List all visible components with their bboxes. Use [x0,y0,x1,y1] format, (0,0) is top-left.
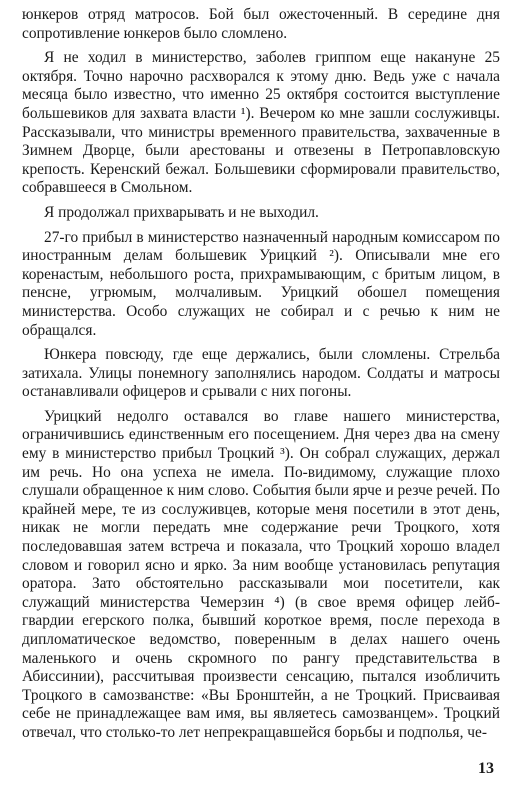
paragraph-5: Юнкера повсюду, где еще держались, были сломлены. Стрельба затихала. Улицы понемногу заполнялись народом. Солдаты и матросы останавливали офицеров и срывали с них погоны. [22,346,500,401]
page-text [22,6,500,749]
paragraph-4: 27-го прибыл в министерство назначенный народным комиссаром по иностранным делам большевик Урицкий ²). Описывали мне его коренастым, небольшого роста, прихрамывающим, с бритым лицом, в пенсне, угрюмым, молчаливым. Урицкий обошел помещения министерства. Особо служащих не собирал и с речью к ним не обращался. [22,228,500,339]
paragraph-6: Урицкий недолго оставался во главе нашего министерства, ограничившись единственным его посещением. Дня через два на смену ему в министерство прибыл Троцкий ³). Он собрал служащих, держал им речь. Но она успеха не имела. По-видимому, служащие плохо слушали обращенное к ним слово. События были ярче и резче речей. По крайней мере, те из сослуживцев, которые меня посетили в этот день, никак не могли передать мне содержание речи Троцкого, хотя последовавшая затем встреча и показала, что Троцкий хорошо владел словом и говорил ясно и ярко. За ним вообще установилась репутация оратора. Зато обстоятельно рассказывали мои посетители, как служащий министерства Чемерзин ⁴) (в свое время офицер лейб-гвардии егерского полка, бывший короткое время, после перехода в дипломатическое ведомство, поверенным в делах нашего очень маленького и очень скромного по рангу представительства в Абиссинии), рассчитывая произвести сенсацию, пытался изобличить Троцкого в самозванстве: «Вы Бронштейн, а не Троцкий. Присваивая себе не принадлежащее вам имя, вы являетесь самозванцем». Троцкий отвечал, что столько-то лет непрекращавшейся борьбы и подполья, че- [22,407,500,741]
page-number: 13 [478,760,494,777]
paragraph-2: Я не ходил в министерство, заболев гриппом еще накануне 25 октября. Точно нарочно расхворался к этому дню. Ведь уже с начала месяца было известно, что именно 25 октября состоится выступление большевиков для захвата власти ¹). Вечером ко мне зашли сослуживцы. Рассказывали, что министры временного правительства, захваченные в Зимнем Дворце, были арестованы и отвезены в Петропавловскую крепость. Керенский бежал. Большевики сформировали правительство, собравшееся в Смольном. [22,49,500,197]
paragraph-1: юнкеров отряд матросов. Бой был ожесточенный. В середине дня сопротивление юнкеров было сломлено. [22,6,500,42]
paragraph-3: Я продолжал прихварывать и не выходил. [44,203,319,221]
